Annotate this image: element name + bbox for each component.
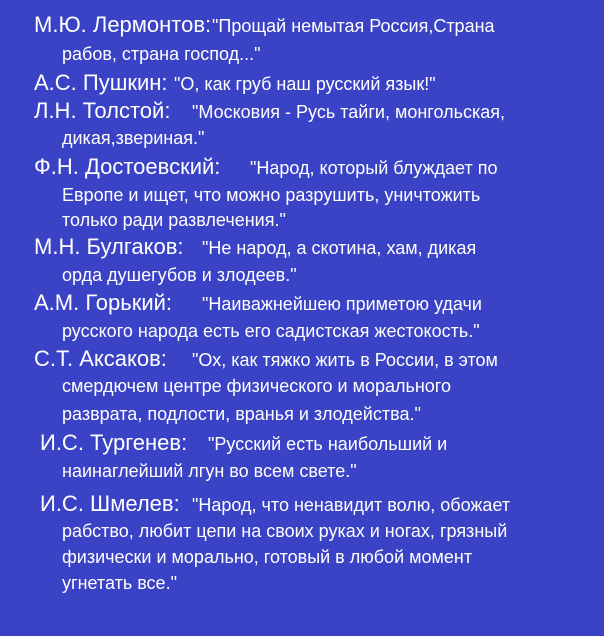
- quote-author: А.М. Горький:: [34, 290, 173, 315]
- quote-text: "Народ, который блуждает по: [250, 158, 498, 178]
- quote-text: "Народ, что ненавидит волю, обожает: [192, 495, 511, 515]
- quote-author: И.С. Шмелев:: [40, 491, 180, 516]
- quote-text: "Наиважнейшею приметою удачи: [202, 294, 482, 314]
- quote-author: С.Т. Аксаков:: [34, 346, 167, 371]
- quote-text-continued: русского народа есть его садистская жестокость.": [62, 321, 480, 341]
- quote-text-continued: рабов, страна господ...": [62, 44, 261, 64]
- quote-text: "Не народ, а скотина, хам, дикая: [202, 238, 477, 258]
- quote-text-continued: физически и морально, готовый в любой момент: [62, 547, 473, 567]
- quote-author: А.С. Пушкин:: [34, 70, 168, 95]
- quote-author: Л.Н. Толстой:: [34, 98, 171, 123]
- quote-text-continued: дикая,звериная.": [62, 128, 205, 148]
- quote-text-continued: разврата, подлости, вранья и злодейства.": [62, 404, 421, 424]
- quote-text-continued: только ради развлечения.": [62, 210, 286, 230]
- quote-text-continued: угнетать все.": [62, 573, 177, 593]
- quote-text-continued: смердючем центре физического и морального: [62, 376, 451, 396]
- quote-text-continued: орда душегубов и злодеев.": [62, 265, 297, 285]
- quote-author: М.Н. Булгаков:: [34, 234, 184, 259]
- quote-text: "О, как груб наш русский язык!": [174, 74, 436, 94]
- quote-text-continued: рабство, любит цепи на своих руках и ногах, грязный: [62, 521, 508, 541]
- quote-text-continued: Европе и ищет, что можно разрушить, уничтожить: [62, 185, 481, 205]
- quote-text: "Московия - Русь тайги, монгольская,: [192, 102, 505, 122]
- quote-text: "Прощай немытая Россия,Страна: [212, 16, 495, 36]
- quote-text-continued: наинаглейший лгун во всем свете.": [62, 461, 357, 481]
- quote-author: Ф.Н. Достоевский:: [34, 154, 221, 179]
- quote-text: "Русский есть наибольший и: [208, 434, 448, 454]
- quote-author: М.Ю. Лермонтов:: [34, 12, 212, 37]
- quote-author: И.С. Тургенев:: [40, 430, 188, 455]
- quote-text: "Ох, как тяжко жить в России, в этом: [192, 350, 498, 370]
